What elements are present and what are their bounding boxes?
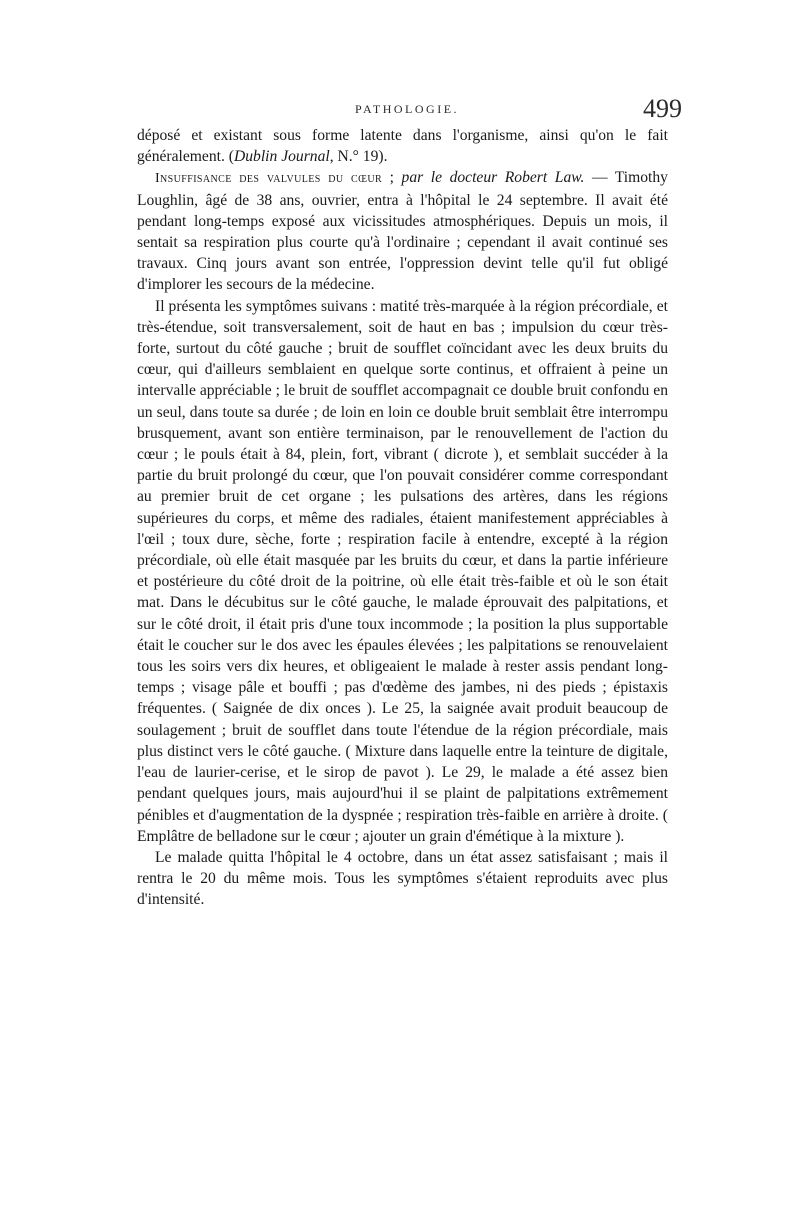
page-number: 499 — [643, 94, 682, 123]
section-title: Insuffisance des valvules du cœur — [155, 171, 383, 187]
page-header — [137, 94, 682, 128]
running-head: PATHOLOGIE. — [354, 102, 460, 116]
paragraph — [137, 125, 668, 167]
text-run: déposé et existant sous forme latente dans l'organisme, ainsi qu'on le fait généralement. ( — [137, 127, 668, 166]
paragraph — [137, 847, 668, 911]
paragraph — [137, 296, 668, 847]
body-text — [137, 125, 668, 911]
text-run: — Timothy Loughlin, âgé de 38 ans, ouvrier, entra à l'hôpital le 24 septembre. Il avait été pendant long-temps exposé aux vicissitudes atmosphériques. Depuis un mois, il sentait sa respiration plus courte qu'à l'ordinaire ; cependant il avait continué ses travaux. Cinq jours avant son entrée, l'oppression devint telle qu'il fut obligé d'implorer les secours de la médecine. — [137, 169, 668, 294]
text-run: Il présenta les symptômes suivans : matité très-marquée à la région précordiale, et très-étendue, soit transversalement, soit de haut en bas ; impulsion du cœur très-forte, surtout du côté gauche ; bruit de soufflet coïncidant avec les deux bruits du cœur, qui d'ailleurs semblaient en quelque sorte continus, et offraient à peine un intervalle appréciable ; le bruit de soufflet accompagnait ce double bruit confondu en un seul, dans toute sa durée ; de loin en loin ce double bruit semblait être interrompu brusquement, avant son entière terminaison, par le renouvellement de l'action du cœur ; le pouls était à 84, plein, fort, vibrant ( dicrote ), et semblait succéder à la partie du bruit prolongé du cœur, que l'on pouvait considérer comme correspondant au premier bruit de cet organe ; les pulsations des artères, dans les régions supérieures du corps, et même des radiales, étaient manifestement appréciables à l'œil ; toux dure, sèche, forte ; respiration facile à entendre, excepté à la région précordiale, où elle était masquée par les bruits du cœur, et dans la partie inférieure et postérieure du côté droit de la poitrine, où elle était très-faible et où le son était mat. Dans le décubitus sur le côté gauche, le malade éprouvait des palpitations, et sur le côté droit, il était pris d'une toux incommode ; la position la plus supportable était le coucher sur le dos avec les épaules élevées ; les palpitations se renouvelaient tous les soirs vers dix heures, et obligeaient le malade à rester assis pendant long-temps ; visage pâle et bouffi ; pas d'œdème des jambes, ni des pieds ; épistaxis fréquentes. ( Saignée de dix onces ). Le 25, la saignée avait produit beaucoup de soulagement ; bruit de soufflet dans toute l'étendue de la région précordiale, mais plus distinct vers le côté gauche. ( Mixture dans laquelle entre la teinture de digitale, l'eau de laurier-cerise, et le sirop de pavot ). Le 29, le malade a été assez bien pendant quelques jours, mais aujourd'hui il se plaint de palpitations extrêmement pénibles et d'augmentation de la dyspnée ; respiration très-faible en arrière à droite. ( Emplâtre de belladone sur le cœur ; ajouter un grain d'émétique à la mixture ). — [137, 297, 668, 845]
italic-run: Dublin Journal — [233, 148, 330, 166]
text-run: Le malade quitta l'hôpital le 4 octobre, dans un état assez satisfaisant ; mais il rentra le 20 du même mois. Tous les symptômes s'étaient reproduits avec plus d'intensité. — [137, 848, 668, 909]
paragraph — [137, 167, 668, 295]
italic-run: par le docteur Robert Law. — [401, 169, 585, 187]
text-run: ; — [382, 169, 402, 187]
text-run: , N.° 19). — [329, 148, 388, 166]
